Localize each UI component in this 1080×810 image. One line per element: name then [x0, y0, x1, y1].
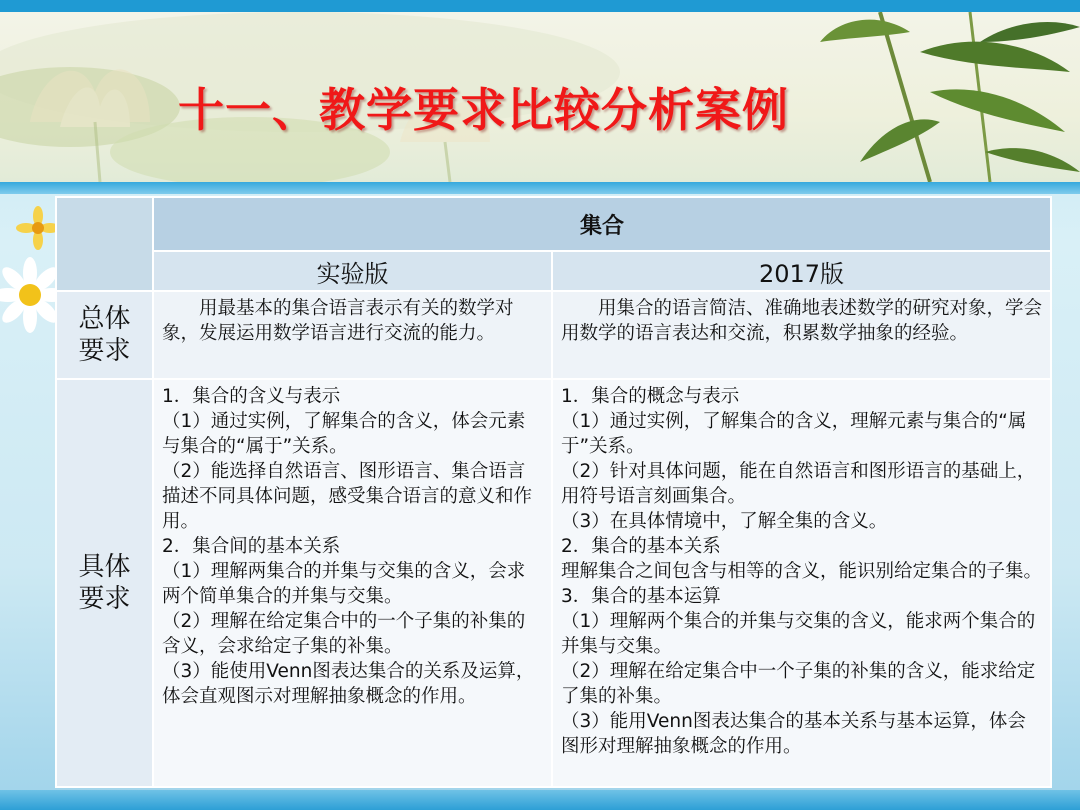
table-corner-cell [56, 197, 153, 291]
list-item: （1）通过实例，了解集合的含义，理解元素与集合的“属于”关系。 [561, 411, 1027, 457]
bottom-band [0, 790, 1080, 810]
list-item: （2）理解在给定集合中一个子集的补集的含义，能求给定了集的补集。 [561, 661, 1036, 707]
comparison-table [55, 196, 1052, 788]
overall-experimental-text: 用最基本的集合语言表示有关的数学对象，发展运用数学语言进行交流的能力。 [162, 298, 514, 344]
list-item: （2）针对具体问题，能在自然语言和图形语言的基础上，用符号语言刻画集合。 [561, 461, 1036, 507]
col-header-2017: 2017版 [552, 251, 1051, 291]
list-item: （3）在具体情境中，了解全集的含义。 [561, 511, 888, 532]
overall-2017-cell [552, 291, 1051, 379]
list-item: 理解集合之间包含与相等的含义，能识别给定集合的子集。 [561, 561, 1043, 582]
row-label-overall [56, 291, 153, 379]
overall-experimental-cell [153, 291, 552, 379]
topic-header: 集合 [153, 197, 1051, 251]
list-item: （1）理解两集合的并集与交集的含义，会求两个简单集合的并集与交集。 [162, 561, 526, 607]
list-item: （1）理解两个集合的并集与交集的含义，能求两个集合的并集与交集。 [561, 611, 1036, 657]
list-item: （1）通过实例，了解集合的含义，体会元素与集合的“属于”关系。 [162, 411, 526, 457]
list-item: （2）能选择自然语言、图形语言、集合语言描述不同具体问题，感受集合语言的意义和作用。 [162, 461, 533, 532]
list-item: 1．集合的含义与表示 [162, 386, 341, 407]
list-item: 2．集合的基本关系 [561, 536, 721, 557]
top-band [0, 0, 1080, 12]
daisy-decoration-icon [0, 200, 60, 340]
specific-experimental-cell [153, 379, 552, 787]
row-label-line: 要求 [78, 584, 131, 614]
row-label-line: 总体 [78, 304, 131, 334]
list-item: （3）能用Venn图表达集合的基本关系与基本运算，体会图形对理解抽象概念的作用。 [561, 711, 1026, 757]
row-label-line: 要求 [78, 336, 131, 366]
list-item: 3．集合的基本运算 [561, 586, 721, 607]
header-stripe [0, 182, 1080, 194]
list-item: （3）能使用Venn图表达集合的关系及运算，体会直观图示对理解抽象概念的作用。 [162, 661, 535, 707]
slide-title: 十一、教学要求比较分析案例 [178, 83, 789, 137]
specific-2017-cell [552, 379, 1051, 787]
list-item: 2．集合间的基本关系 [162, 536, 341, 557]
overall-2017-text: 用集合的语言简洁、准确地表述数学的研究对象，学会用数学的语言表达和交流，积累数学抽象的经验。 [561, 298, 1043, 344]
row-label-line: 具体 [78, 552, 131, 582]
list-item: （2）理解在给定集合中的一个子集的补集的含义，会求给定子集的补集。 [162, 611, 526, 657]
list-item: 1．集合的概念与表示 [561, 386, 740, 407]
row-label-specific [56, 379, 153, 787]
col-header-experimental: 实验版 [153, 251, 552, 291]
bamboo-decoration-icon [820, 12, 1080, 182]
